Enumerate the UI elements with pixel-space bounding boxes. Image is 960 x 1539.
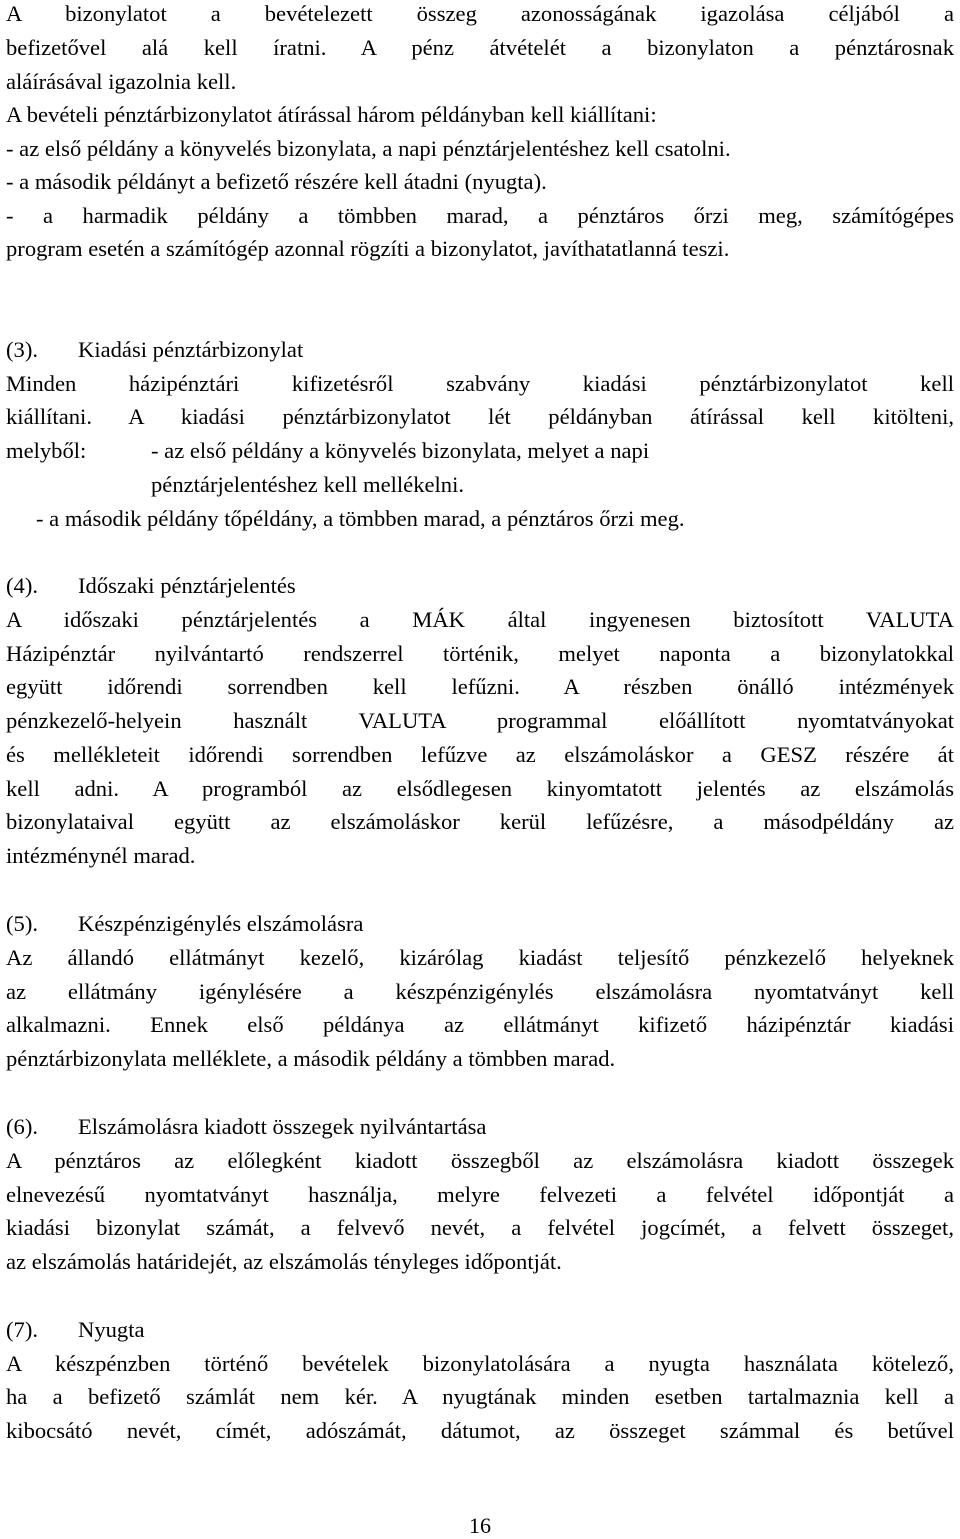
text-line: A bevételi pénztárbizonylatot átírással három példányban kell kiállítani:	[6, 102, 657, 127]
section-title: Nyugta	[78, 1317, 145, 1342]
section-heading	[6, 570, 954, 602]
section-number: (3).	[6, 337, 38, 362]
text-line: pénztárbizonylata melléklete, a második példány a tömbben marad.	[6, 1046, 616, 1071]
text-line: A készpénzben történő bevételek bizonylatolására a nyugta használata kötelező,	[6, 1351, 954, 1376]
text-line: aláírásával igazolnia kell.	[6, 69, 237, 94]
text-line: pénztárjelentéshez kell mellékelni.	[151, 472, 465, 497]
section-title: Időszaki pénztárjelentés	[78, 573, 296, 598]
text-line: A pénztáros az előlegként kiadott összegből az elszámolásra kiadott összegek	[6, 1148, 954, 1173]
section-title: Elszámolásra kiadott összegek nyilvántartása	[78, 1114, 487, 1139]
text-line: elnevezésű nyomtatványt használja, melyre felvezeti a felvétel időpontját a	[6, 1182, 954, 1207]
text-line: bizonylataival együtt az elszámoláskor kerül lefűzésre, a másodpéldány az	[6, 809, 954, 834]
section-number: (4).	[6, 573, 38, 598]
section-number: (7).	[6, 1317, 38, 1342]
text-line: - az első példány a könyvelés bizonylata, a napi pénztárjelentéshez kell csatolni.	[6, 136, 731, 161]
section-heading	[6, 908, 954, 940]
section-number: (5).	[6, 911, 38, 936]
text-line: befizetővel alá kell íratni. A pénz átvételét a bizonylaton a pénztárosnak	[6, 35, 954, 60]
section-heading	[6, 1111, 954, 1143]
section-title: Készpénzigénylés elszámolásra	[78, 911, 364, 936]
text-line: az elszámolás határidejét, az elszámolás tényleges időpontját.	[6, 1249, 562, 1274]
text-line: - a második példány tőpéldány, a tömbben marad, a pénztáros őrzi meg.	[36, 506, 685, 531]
text-line: és mellékleteit időrendi sorrendben lefűzve az elszámoláskor a GESZ részére át	[6, 742, 954, 767]
text-line: Minden házipénztári kifizetésről szabvány kiadási pénztárbizonylatot kell	[6, 371, 954, 396]
text-line: - a harmadik példány a tömbben marad, a pénztáros őrzi meg, számítógépes	[6, 203, 954, 228]
page-number: 16	[469, 1513, 491, 1538]
section-title: Kiadási pénztárbizonylat	[78, 337, 304, 362]
text-line	[6, 435, 954, 467]
text-line: A bizonylatot a bevételezett összeg azonosságának igazolása céljából a	[6, 1, 954, 26]
text-line: együtt időrendi sorrendben kell lefűzni. A részben önálló intézmények	[6, 674, 954, 699]
text-line: kibocsátó nevét, címét, adószámát, dátumot, az összeget számmal és betűvel	[6, 1418, 954, 1443]
text-line: ha a befizető számlát nem kér. A nyugtának minden esetben tartalmaznia kell a	[6, 1384, 954, 1409]
text-line: intézménynél marad.	[6, 843, 196, 868]
text-line: kiállítani. A kiadási pénztárbizonylatot lét példányban átírással kell kitölteni,	[6, 404, 954, 429]
inline-label: melyből:	[6, 438, 87, 463]
section-number: (6).	[6, 1114, 38, 1139]
text-line: Házipénztár nyilvántartó rendszerrel történik, melyet naponta a bizonylatokkal	[6, 641, 954, 666]
text-line: - a második példányt a befizető részére kell átadni (nyugta).	[6, 169, 547, 194]
text-line: az ellátmány igénylésére a készpénzigénylés elszámolásra nyomtatványt kell	[6, 979, 954, 1004]
text-line: kiadási bizonylat számát, a felvevő nevét, a felvétel jogcímét, a felvett összeget,	[6, 1215, 954, 1240]
section-heading	[6, 334, 954, 366]
inline-text: - az első példány a könyvelés bizonylata, melyet a napi	[151, 438, 650, 463]
text-line: program esetén a számítógép azonnal rögzíti a bizonylatot, javíthatatlanná teszi.	[6, 236, 730, 261]
text-line: pénzkezelő-helyein használt VALUTA programmal előállított nyomtatványokat	[6, 708, 954, 733]
text-line: alkalmazni. Ennek első példánya az ellátmányt kifizető házipénztár kiadási	[6, 1012, 954, 1037]
section-heading	[6, 1314, 954, 1346]
text-line: Az állandó ellátmányt kezelő, kizárólag kiadást teljesítő pénzkezelő helyeknek	[6, 945, 954, 970]
text-line: kell adni. A programból az elsődlegesen kinyomtatott jelentés az elszámolás	[6, 776, 954, 801]
text-line: A időszaki pénztárjelentés a MÁK által ingyenesen biztosított VALUTA	[6, 607, 954, 632]
